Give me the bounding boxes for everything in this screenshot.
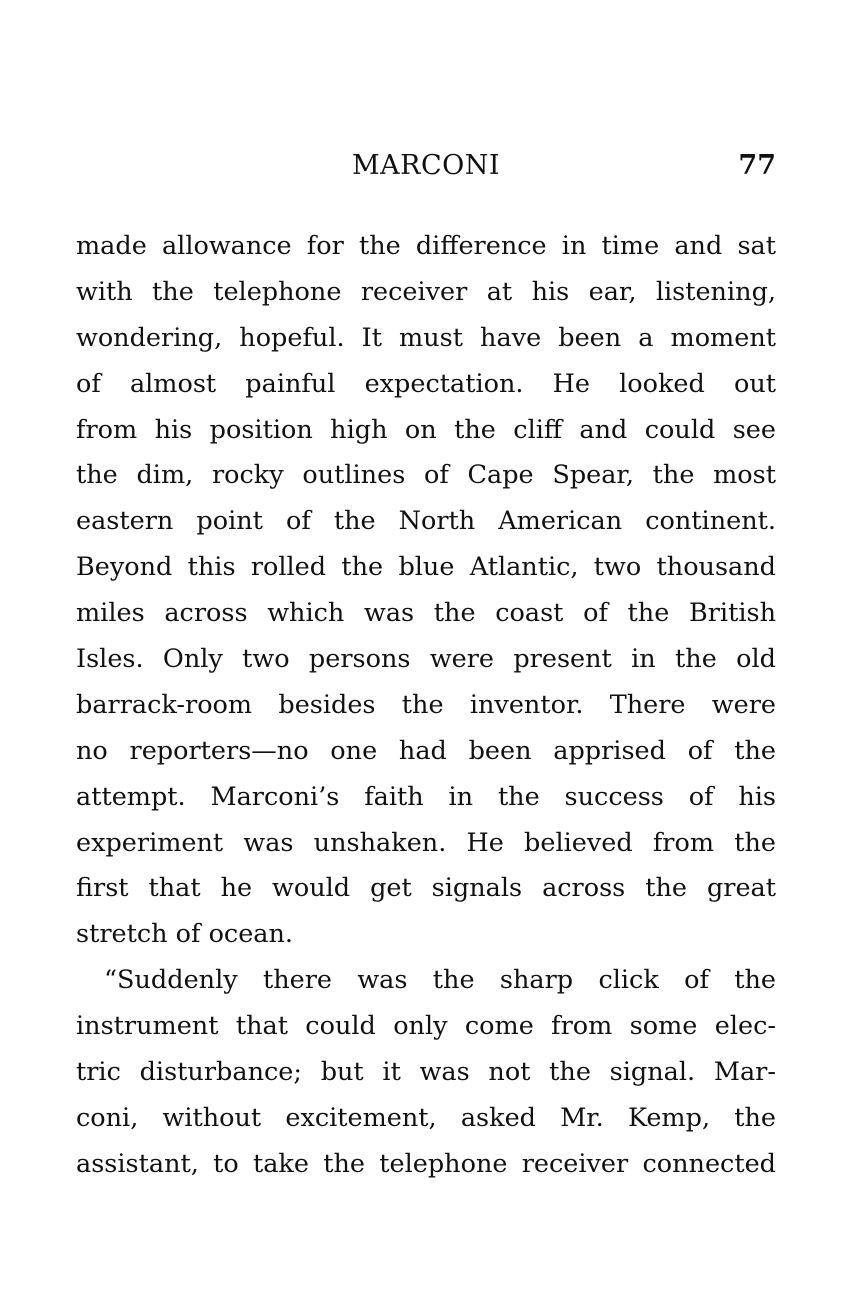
text-line: eastern point of the North American continent. xyxy=(76,506,776,537)
text-line: wondering, hopeful. It must have been a moment xyxy=(76,322,776,353)
text-line: “Suddenly there was the sharp click of the xyxy=(104,965,776,996)
body-text xyxy=(76,224,776,1188)
text-line: made allowance for the difference in time and sat xyxy=(76,231,776,261)
text-line: the dim, rocky outlines of Cape Spear, the most xyxy=(76,460,776,491)
text-line: Isles. Only two persons were present in the old xyxy=(76,644,776,675)
text-line: experiment was unshaken. He believed from the xyxy=(76,827,776,858)
text-line: attempt. Marconi’s faith in the success of his xyxy=(76,781,776,812)
text-line: miles across which was the coast of the British xyxy=(76,598,776,629)
text-line: of almost painful expectation. He looked out xyxy=(76,368,776,399)
text-line: barrack-room besides the inventor. There were xyxy=(76,689,776,720)
text-line: Beyond this rolled the blue Atlantic, two thousand xyxy=(76,552,776,583)
text-line: assistant, to take the telephone receiver connected xyxy=(76,1148,776,1179)
page-number: 77 xyxy=(738,150,776,181)
text-line: tric disturbance; but it was not the signal. Mar- xyxy=(76,1057,776,1088)
text-line: no reporters—no one had been apprised of the xyxy=(76,735,776,766)
text-line: with the telephone receiver at his ear, listening, xyxy=(76,276,776,307)
text-line: from his position high on the cliff and could see xyxy=(76,414,776,445)
text-line: coni, without excitement, asked Mr. Kemp, the xyxy=(76,1102,776,1133)
text-line: instrument that could only come from some elec- xyxy=(76,1011,776,1042)
running-head xyxy=(76,146,776,186)
text-line: stretch of ocean. xyxy=(76,919,294,950)
running-title: MARCONI xyxy=(351,150,501,181)
text-line: first that he would get signals across the great xyxy=(76,873,776,904)
